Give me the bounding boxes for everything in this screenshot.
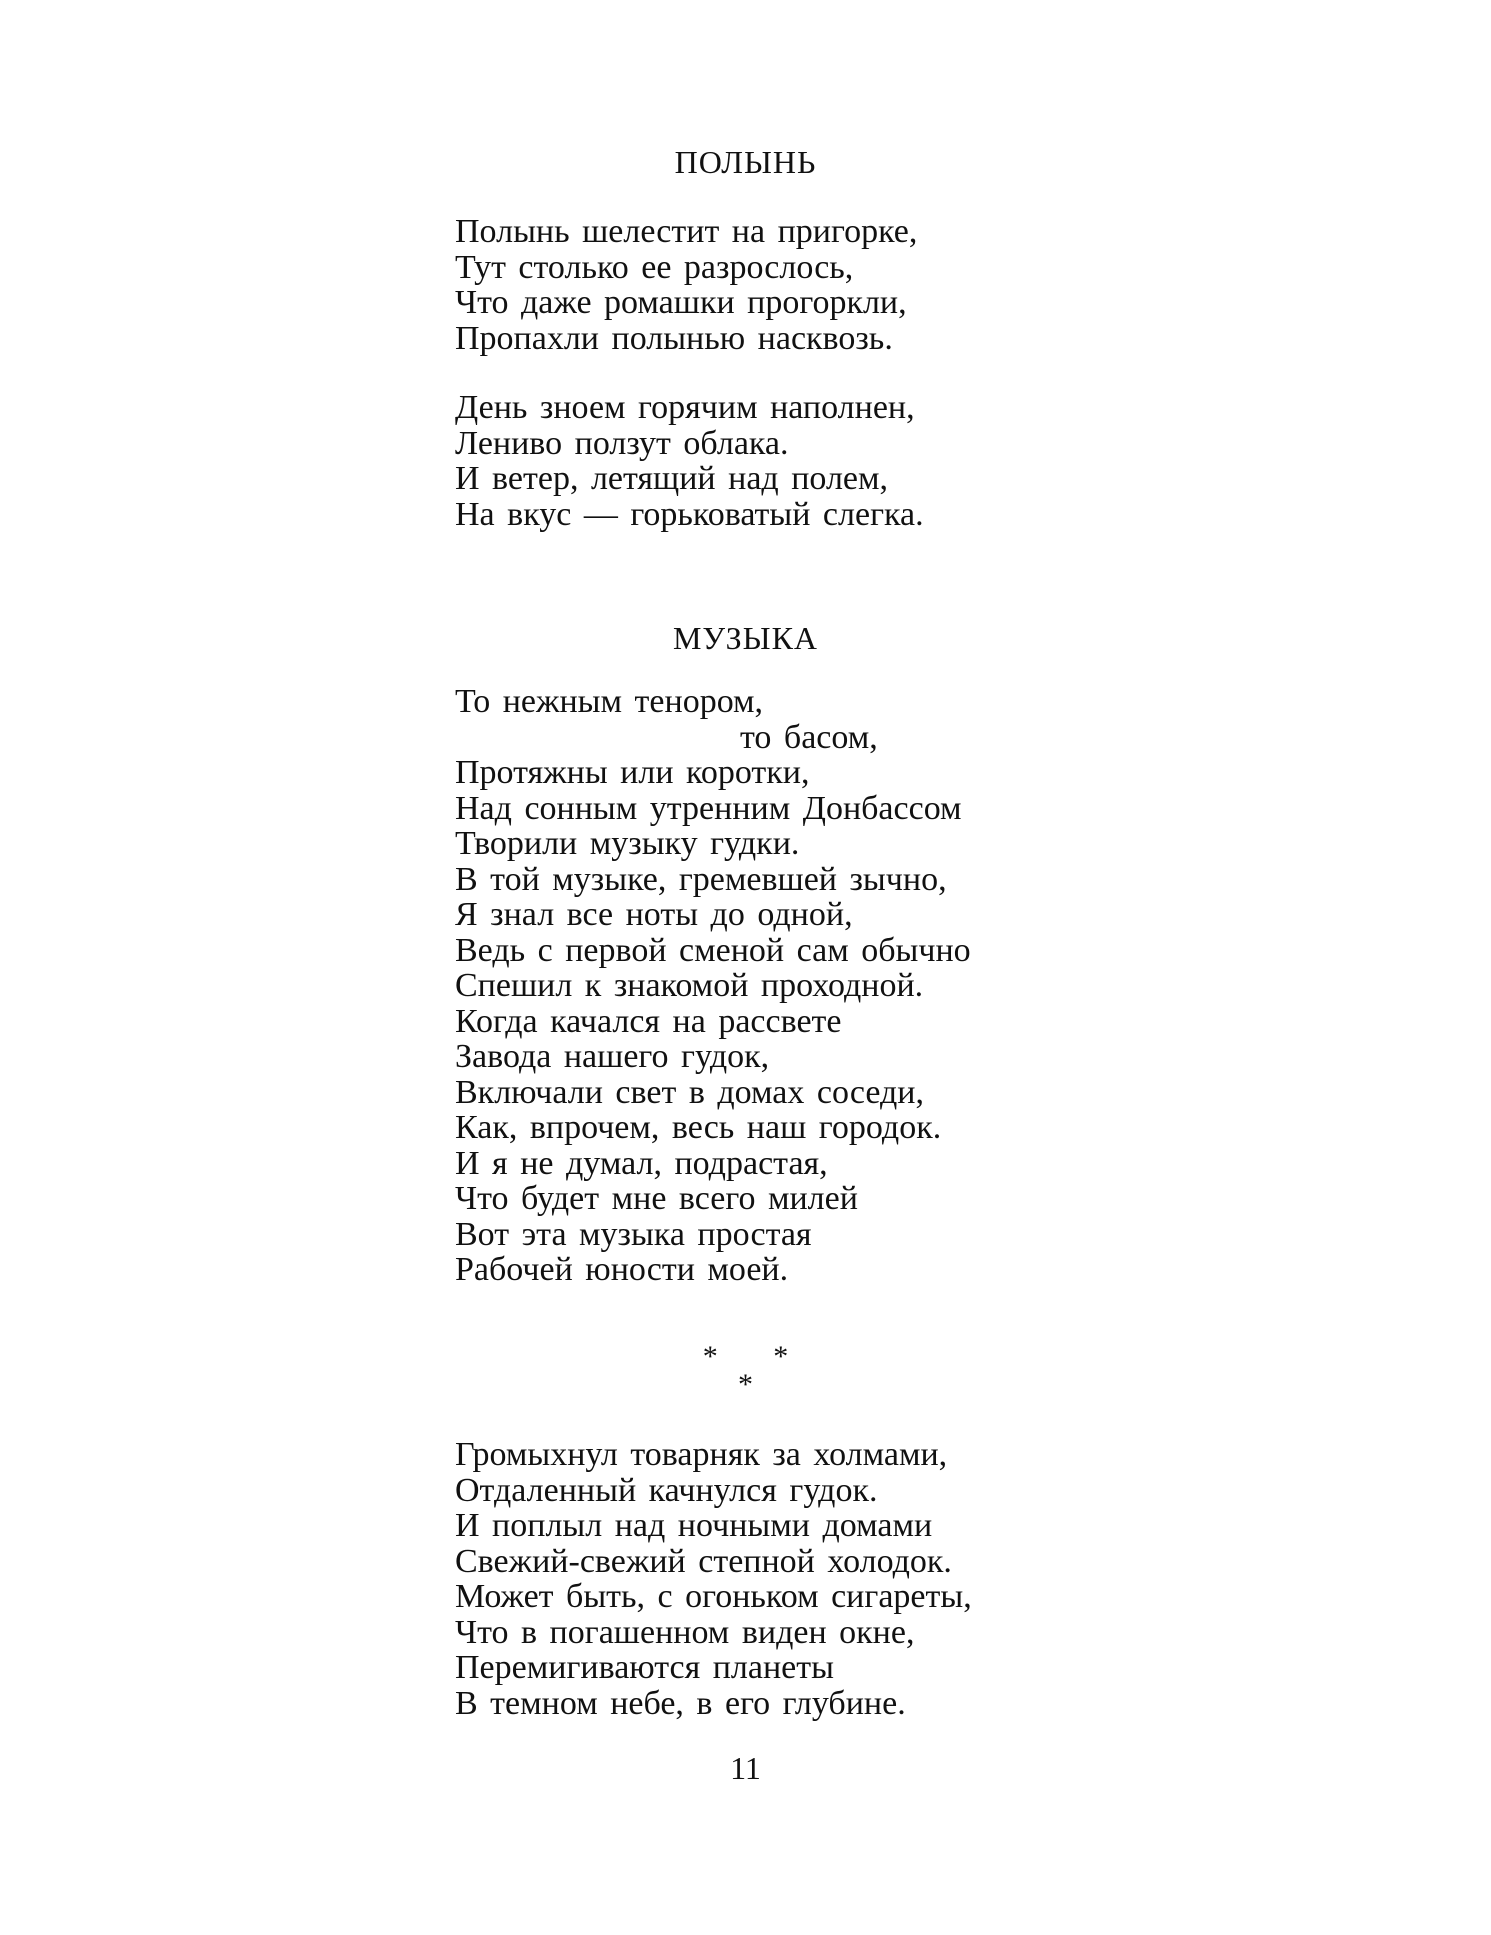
poem-line: В той музыке, гремевшей зычно, [455,860,947,898]
poem-polyn-stanza-2 [455,390,924,532]
poem-line: Свежий-свежий степной холодок. [455,1542,952,1580]
poem-line: Громыхнул товарняк за холмами, [455,1436,948,1473]
poem-line: И поплыл над ночными домами [455,1507,933,1544]
poem-polyn-stanza-1 [455,214,917,356]
poem-untitled-body [455,1437,972,1721]
poem-line: И я не думал, подрастая, [455,1144,828,1182]
poem-line: Что в погашенном виден окне, [455,1613,915,1651]
poem-line: Включали свет в домах соседи, [455,1073,924,1111]
poem-line: Что даже ромашки прогоркли, [455,284,907,321]
asterisk-glyph: * [773,1340,789,1373]
asterisk-glyph: * [738,1368,753,1401]
poem-line: То нежным тенором, [455,683,764,720]
poem-line: Пропахли полынью насквозь. [455,319,893,357]
poem-line: Может быть, с огоньком сигареты, [455,1578,972,1615]
poem-line: Полынь шелестит на пригорке, [455,213,918,250]
poem-line: Ведь с первой сменой сам обычно [455,931,971,969]
asterisk-glyph: * [702,1340,718,1373]
poem-line: Творили музыку гудки. [455,825,800,862]
poem-line: И ветер, летящий над полем, [455,460,889,497]
poem-line: Отдаленный качнулся гудок. [455,1471,878,1509]
poem-title-muzyka: МУЗЫКА [672,620,819,656]
poem-line: Рабочей юности моей. [455,1251,789,1288]
poem-line: Я знал все ноты до одной, [455,896,853,933]
asterism-top-row [0,1340,1491,1373]
poem-line: Перемигиваются планеты [455,1649,834,1686]
poem-line: День зноем горячим наполнен, [455,389,915,426]
poem-line: Завода нашего гудок, [455,1038,770,1075]
poem-muzyka-body [455,684,971,1288]
page-number: 11 [730,1750,761,1786]
poem-line: Когда качался на рассвете [455,1002,842,1040]
poem-line: На вкус — горьковатый слегка. [455,495,924,533]
poem-line: Что будет мне всего милей [455,1180,858,1217]
poem-line: Как, впрочем, весь наш городок. [455,1109,942,1146]
poem-line-indented: то басом, [740,718,878,756]
poem-line: Над сонным утренним Донбассом [455,789,962,827]
poem-line: В темном небе, в его глубине. [455,1684,906,1722]
poem-line: Лениво ползут облака. [455,424,789,462]
poem-line: Вот эта музыка простая [455,1215,812,1253]
poem-line: Тут столько ее разрослось, [455,248,854,286]
poem-title-polyn: ПОЛЫНЬ [674,144,817,180]
poem-line: Спешил к знакомой проходной. [455,967,924,1004]
poem-line: Протяжны или коротки, [455,754,810,791]
asterism-separator [0,1340,1491,1401]
